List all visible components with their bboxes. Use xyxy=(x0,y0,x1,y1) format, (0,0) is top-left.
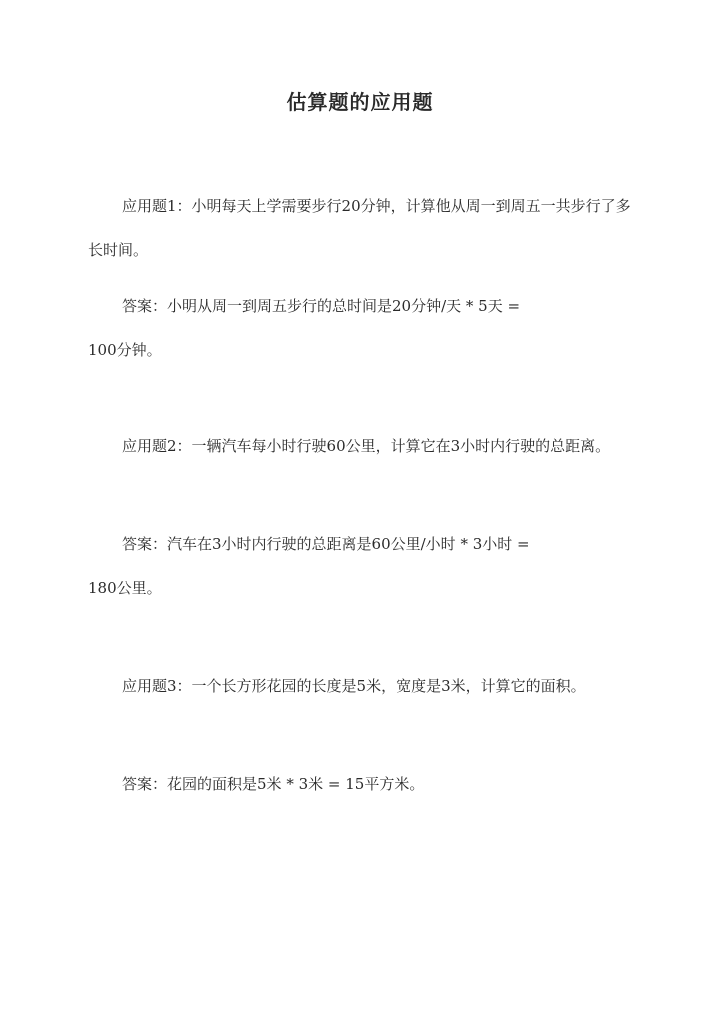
answer-2: 答案：汽车在3小时内行驶的总距离是60公里/小时 * 3小时 = 180公里。 xyxy=(88,535,530,597)
question-2: 应用题2：一辆汽车每小时行驶60公里，计算它在3小时内行驶的总距离。 xyxy=(122,437,611,455)
answer-1: 答案：小明从周一到周五步行的总时间是20分钟/天 * 5天 = 100分钟。 xyxy=(88,297,521,359)
question-1: 应用题1：小明每天上学需要步行20分钟，计算他从周一到周五一共步行了多长时间。 xyxy=(88,197,631,259)
answer-3: 答案：花园的面积是5米 * 3米 = 15平方米。 xyxy=(122,775,425,793)
question-3: 应用题3：一个长方形花园的长度是5米，宽度是3米，计算它的面积。 xyxy=(122,677,586,695)
page-title: 估算题的应用题 xyxy=(286,90,434,114)
